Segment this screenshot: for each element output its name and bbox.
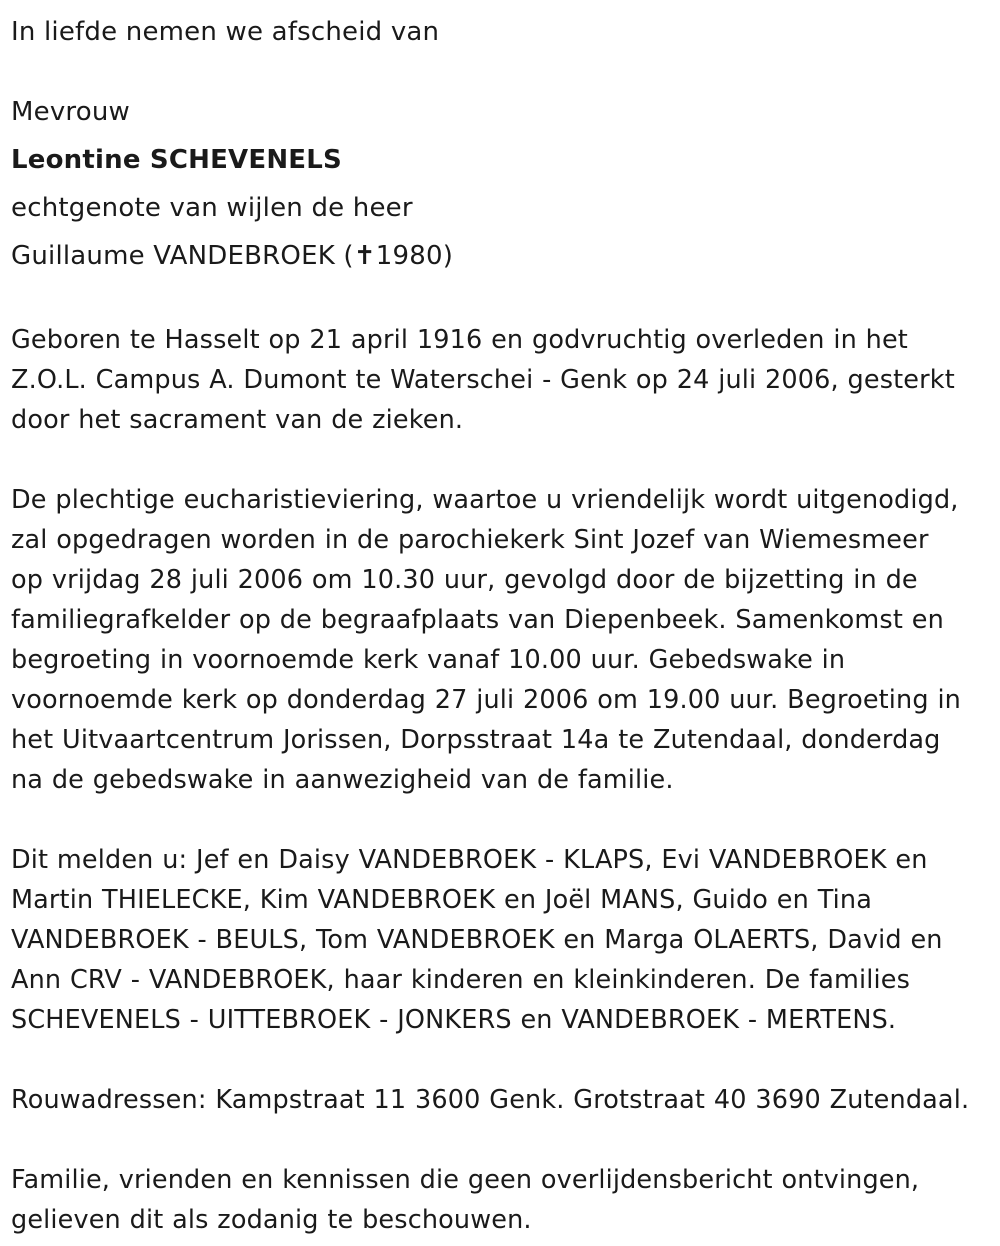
addresses-paragraph xyxy=(11,1080,989,1120)
title-text: Mevrouw xyxy=(11,97,130,127)
spacer xyxy=(11,1040,989,1080)
paragraph-line: op vrijdag 28 juli 2006 om 10.30 uur, gevolgd door de bijzetting in de xyxy=(11,565,918,595)
spacer xyxy=(11,440,989,480)
paragraph-line: na de gebedswake in aanwezigheid van de familie. xyxy=(11,765,674,795)
paragraph-line: SCHEVENELS - UITTEBROEK - JONKERS en VANDEBROEK - MERTENS. xyxy=(11,1005,897,1035)
spouse-line-1: echtgenote van wijlen de heer xyxy=(11,193,413,223)
spouse-line-2: Guillaume VANDEBROEK (✝1980) xyxy=(11,241,454,271)
paragraph-line: De plechtige eucharistieviering, waartoe u vriendelijk wordt uitgenodigd, xyxy=(11,485,959,515)
paragraph-line: gelieven dit als zodanig te beschouwen. xyxy=(11,1205,532,1235)
paragraph-line: Geboren te Hasselt op 21 april 1916 en godvruchtig overleden in het xyxy=(11,325,908,355)
paragraph-line: Z.O.L. Campus A. Dumont te Waterschei - Genk op 24 juli 2006, gesterkt xyxy=(11,365,955,395)
deceased-name: Leontine SCHEVENELS xyxy=(11,145,342,175)
paragraph-line: VANDEBROEK - BEULS, Tom VANDEBROEK en Marga OLAERTS, David en xyxy=(11,925,943,955)
paragraph-line: voornoemde kerk op donderdag 27 juli 2006 om 19.00 uur. Begroeting in xyxy=(11,685,961,715)
spacer xyxy=(11,56,989,88)
paragraph-line: Familie, vrienden en kennissen die geen overlijdensbericht ontvingen, xyxy=(11,1165,920,1195)
paragraph-line: het Uitvaartcentrum Jorissen, Dorpsstraat 14a te Zutendaal, donderdag xyxy=(11,725,941,755)
birth-death-paragraph xyxy=(11,320,989,440)
paragraph-line: Dit melden u: Jef en Daisy VANDEBROEK - KLAPS, Evi VANDEBROEK en xyxy=(11,845,928,875)
paragraph-line: familiegrafkelder op de begraafplaats van Diepenbeek. Samenkomst en xyxy=(11,605,944,635)
family-paragraph xyxy=(11,840,989,1040)
service-paragraph xyxy=(11,480,989,800)
paragraph-line: Martin THIELECKE, Kim VANDEBROEK en Joël MANS, Guido en Tina xyxy=(11,885,872,915)
paragraph-line: door het sacrament van de zieken. xyxy=(11,405,464,435)
spacer xyxy=(11,280,989,320)
paragraph-line: Rouwadressen: Kampstraat 11 3600 Genk. Grotstraat 40 3690 Zutendaal. xyxy=(11,1085,970,1115)
spacer xyxy=(11,1120,989,1160)
paragraph-line: begroeting in voornoemde kerk vanaf 10.00 uur. Gebedswake in xyxy=(11,645,846,675)
paragraph-line: Ann CRV - VANDEBROEK, haar kinderen en kleinkinderen. De families xyxy=(11,965,911,995)
spacer xyxy=(11,800,989,840)
closing-paragraph xyxy=(11,1160,989,1240)
intro-text: In liefde nemen we afscheid van xyxy=(11,17,440,47)
paragraph-line: zal opgedragen worden in de parochiekerk Sint Jozef van Wiemesmeer xyxy=(11,525,929,555)
